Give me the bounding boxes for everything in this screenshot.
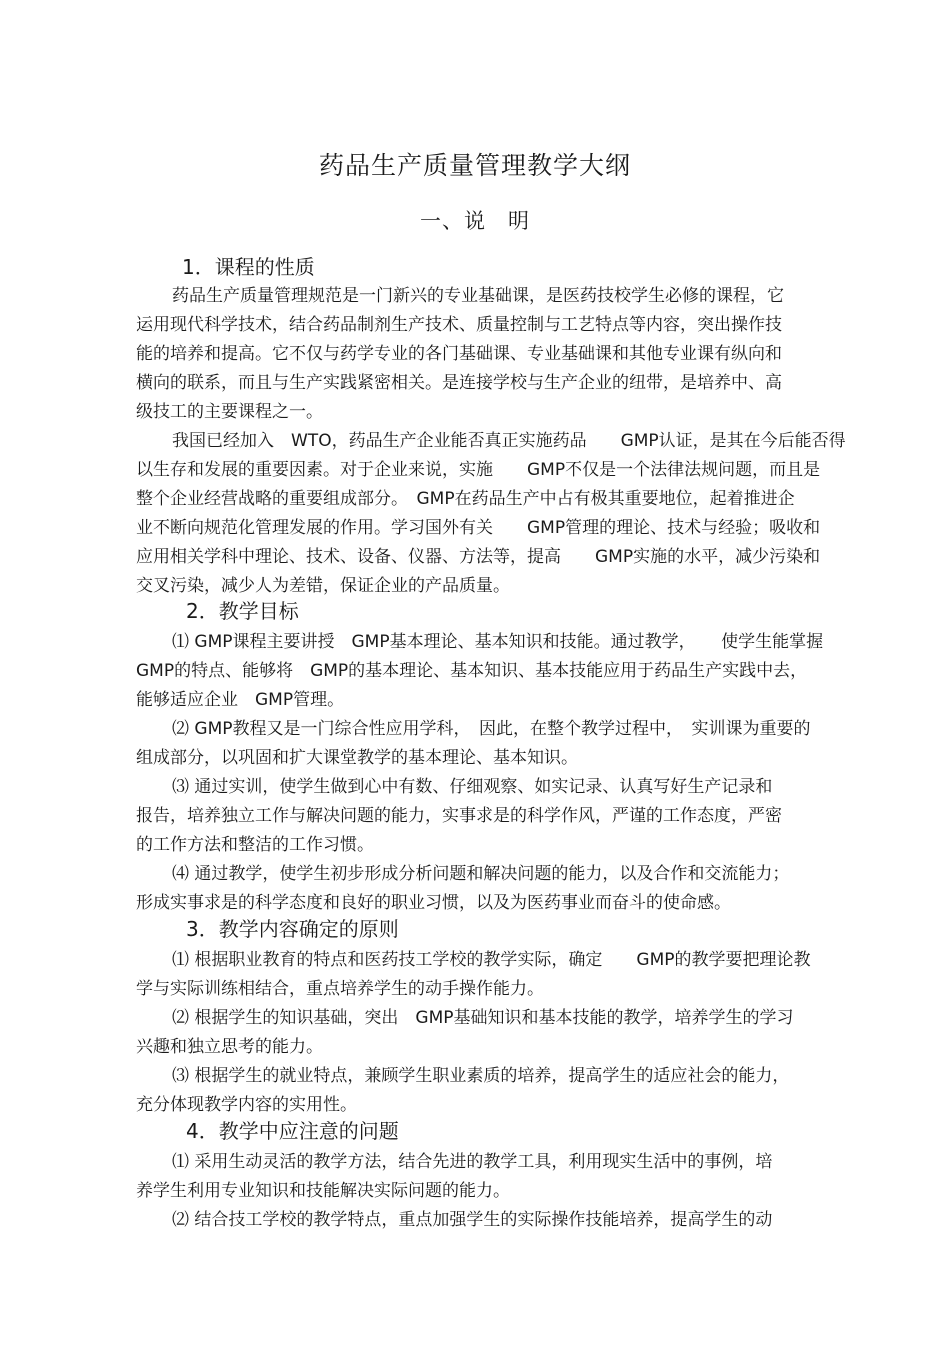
paragraph-line: 应用相关学科中理论、技术、设备、仪器、方法等，提高 GMP实施的水平，减少污染和 — [136, 547, 821, 567]
paragraph-line: ⑵ 结合技工学校的教学特点，重点加强学生的实际操作技能培养，提高学生的动 — [172, 1210, 773, 1230]
paragraph-line: 运用现代科学技术，结合药品制剂生产技术、质量控制与工艺特点等内容，突出操作技 — [136, 315, 782, 335]
paragraph-line: 业不断向规范化管理发展的作用。学习国外有关 GMP管理的理论、技术与经验；吸收和 — [136, 518, 821, 538]
subsection-heading-3: 3．教学内容确定的原则 — [186, 917, 399, 941]
paragraph-line: 横向的联系，而且与生产实践紧密相关。是连接学校与生产企业的纽带，是培养中、高 — [136, 373, 782, 393]
section-heading: 一、说 明 — [420, 209, 530, 233]
paragraph-line: 报告，培养独立工作与解决问题的能力，实事求是的科学作风，严谨的工作态度，严密 — [136, 806, 782, 826]
paragraph-line: ⑴ 根据职业教育的特点和医药技工学校的教学实际，确定 GMP的教学要把理论教 — [172, 950, 811, 970]
paragraph-line: 兴趣和独立思考的能力。 — [136, 1037, 323, 1057]
paragraph-line: 交叉污染，减少人为差错，保证企业的产品质量。 — [136, 576, 510, 596]
paragraph-line: 能的培养和提高。它不仅与药学专业的各门基础课、专业基础课和其他专业课有纵向和 — [136, 344, 782, 364]
subsection-heading-4: 4．教学中应注意的问题 — [186, 1119, 399, 1143]
paragraph-line: ⑵ GMP教程又是一门综合性应用学科， 因此，在整个教学过程中， 实训课为重要的 — [172, 719, 811, 739]
paragraph-line: 组成部分，以巩固和扩大课堂教学的基本理论、基本知识。 — [136, 748, 578, 768]
paragraph-line: 充分体现教学内容的实用性。 — [136, 1095, 357, 1115]
paragraph-line: ⑴ 采用生动灵活的教学方法，结合先进的教学工具，利用现实生活中的事例，培 — [172, 1152, 773, 1172]
paragraph-line: 整个企业经营战略的重要组成部分。 GMP在药品生产中占有极其重要地位，起着推进企 — [136, 489, 795, 509]
subsection-heading-2: 2．教学目标 — [186, 599, 299, 623]
paragraph-line: 学与实际训练相结合，重点培养学生的动手操作能力。 — [136, 979, 544, 999]
paragraph-line: 级技工的主要课程之一。 — [136, 402, 323, 422]
paragraph-line: 能够适应企业 GMP管理。 — [136, 690, 345, 710]
paragraph-line: ⑷ 通过教学，使学生初步形成分析问题和解决问题的能力，以及合作和交流能力； — [172, 864, 790, 884]
paragraph-line: 养学生利用专业知识和技能解决实际问题的能力。 — [136, 1181, 510, 1201]
paragraph-line: 以生存和发展的重要因素。对于企业来说，实施 GMP不仅是一个法律法规问题，而且是 — [136, 460, 821, 480]
paragraph-line: ⑶ 通过实训，使学生做到心中有数、仔细观察、如实记录、认真写好生产记录和 — [172, 777, 773, 797]
paragraph-line: GMP的特点、能够将 GMP的基本理论、基本知识、基本技能应用于药品生产实践中去， — [136, 661, 808, 681]
paragraph-line: 的工作方法和整洁的工作习惯。 — [136, 835, 374, 855]
subsection-heading-1: 1．课程的性质 — [182, 255, 315, 279]
paragraph-line: 药品生产质量管理规范是一门新兴的专业基础课，是医药技校学生必修的课程，它 — [172, 286, 784, 306]
paragraph-line: ⑶ 根据学生的就业特点，兼顾学生职业素质的培养，提高学生的适应社会的能力， — [172, 1066, 790, 1086]
paragraph-line: 我国已经加入 WTO，药品生产企业能否真正实施药品 GMP认证，是其在今后能否得 — [172, 431, 846, 451]
paragraph-line: ⑵ 根据学生的知识基础，突出 GMP基础知识和基本技能的教学，培养学生的学习 — [172, 1008, 794, 1028]
paragraph-line: ⑴ GMP课程主要讲授 GMP基本理论、基本知识和技能。通过教学， 使学生能掌握 — [172, 632, 824, 652]
paragraph-line: 形成实事求是的科学态度和良好的职业习惯，以及为医药事业而奋斗的使命感。 — [136, 893, 731, 913]
document-title: 药品生产质量管理教学大纲 — [318, 151, 631, 180]
